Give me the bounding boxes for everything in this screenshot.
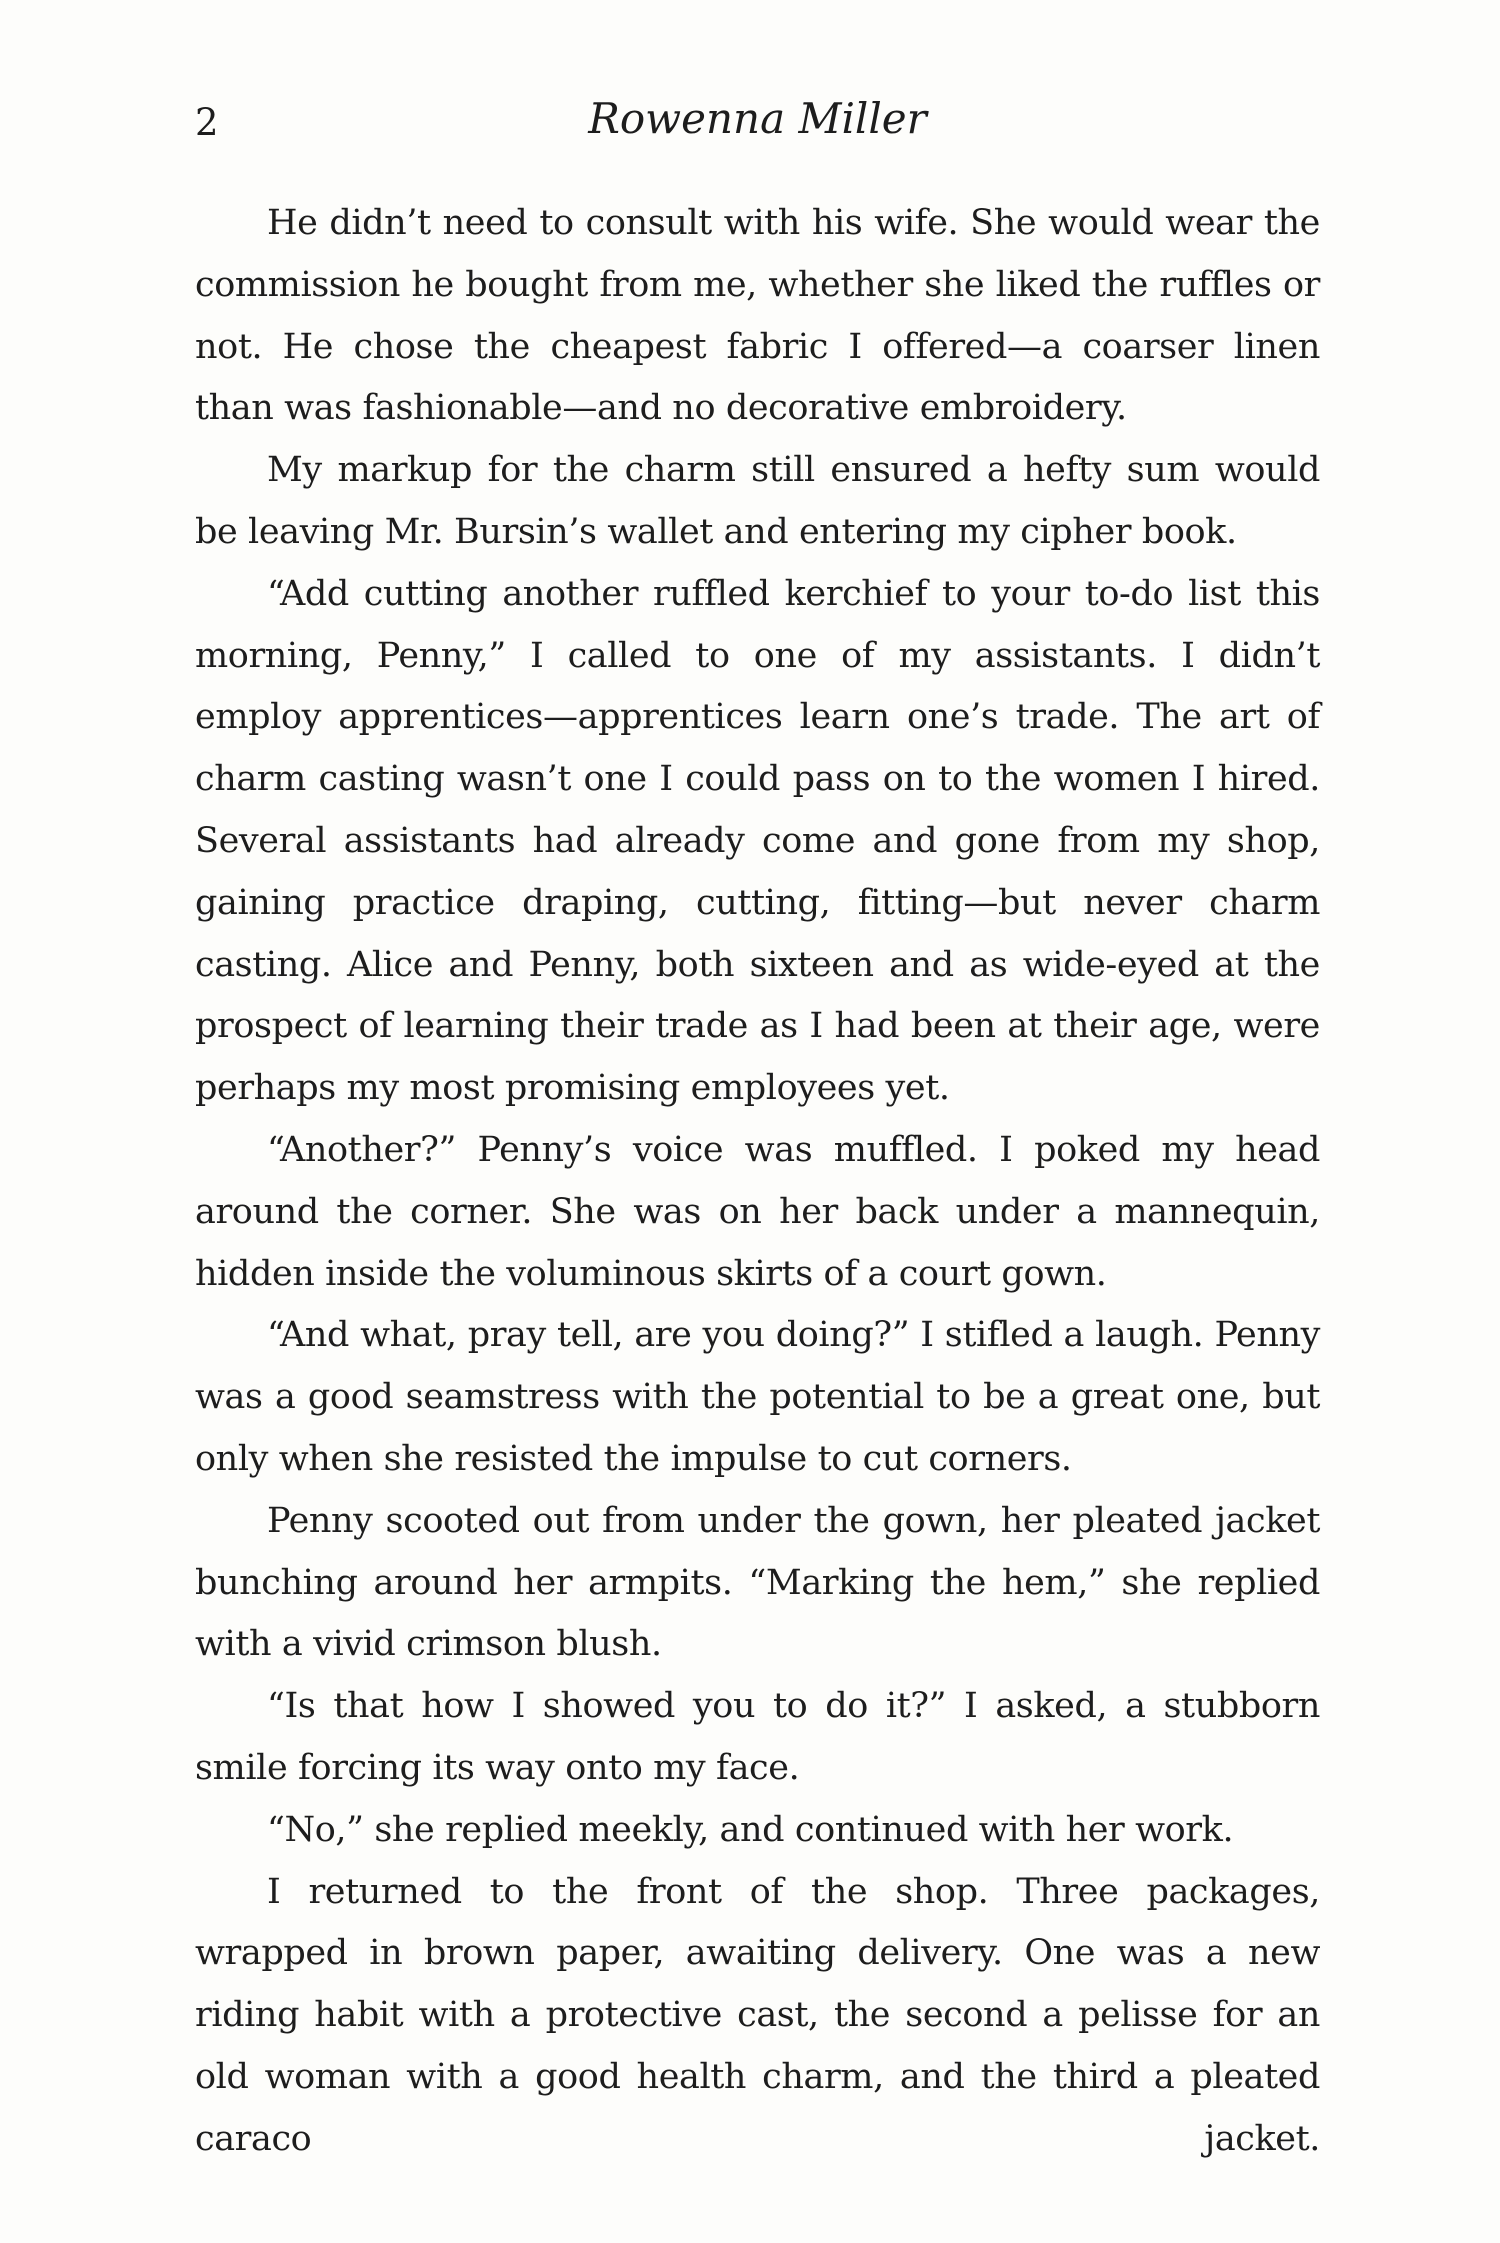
paragraph: “Add cutting another ruffled kerchief to your to-do list this morning, Penny,” I called to one of my assistants. I didn’t employ apprentices—apprentices learn one’s trade. The art of charm casting wasn’t one I could pass on to the women I hired. Several assistants had already come and gone from my shop, gaining practice draping, cutting, fitting—but never charm casting. Alice and Penny, both sixteen and as wide-eyed at the prospect of learning their trade as I had been at their age, were perhaps my most promising employees yet.: [195, 573, 1320, 1109]
page-header: [195, 88, 1320, 158]
paragraph: “Is that how I showed you to do it?” I asked, a stubborn smile forcing its way onto my face.: [195, 1686, 1320, 1788]
paragraph: “No,” she replied meekly, and continued with her work.: [267, 1809, 1234, 1850]
running-head-author: Rowenna Miller: [588, 94, 927, 143]
paragraph: “Another?” Penny’s voice was muffled. I poked my head around the corner. She was on her back under a mannequin, hidden inside the voluminous skirts of a court gown.: [195, 1129, 1320, 1294]
paragraph: He didn’t need to consult with his wife. She would wear the commission he bought from me, whether she liked the ruffles or not. He chose the cheapest fabric I offered—a coarser linen than was fashionable—and no decorative embroidery.: [195, 203, 1320, 429]
body-text: [195, 193, 1320, 2171]
paragraph: I returned to the front of the shop. Three packages, wrapped in brown paper, awaiting delivery. One was a new riding habit with a protective cast, the second a pelisse for an old woman with a good health charm, and the third a pleated caraco jacket.: [195, 1871, 1320, 2159]
paragraph: My markup for the charm still ensured a hefty sum would be leaving Mr. Bursin’s wallet and entering my cipher book.: [195, 450, 1320, 552]
page-number: 2: [195, 101, 219, 144]
paragraph: Penny scooted out from under the gown, her pleated jacket bunching around her armpits. “Marking the hem,” she replied with a vivid crimson blush.: [195, 1500, 1320, 1665]
paragraph: “And what, pray tell, are you doing?” I stifled a laugh. Penny was a good seamstress with the potential to be a great one, but only when she resisted the impulse to cut corners.: [195, 1315, 1320, 1479]
